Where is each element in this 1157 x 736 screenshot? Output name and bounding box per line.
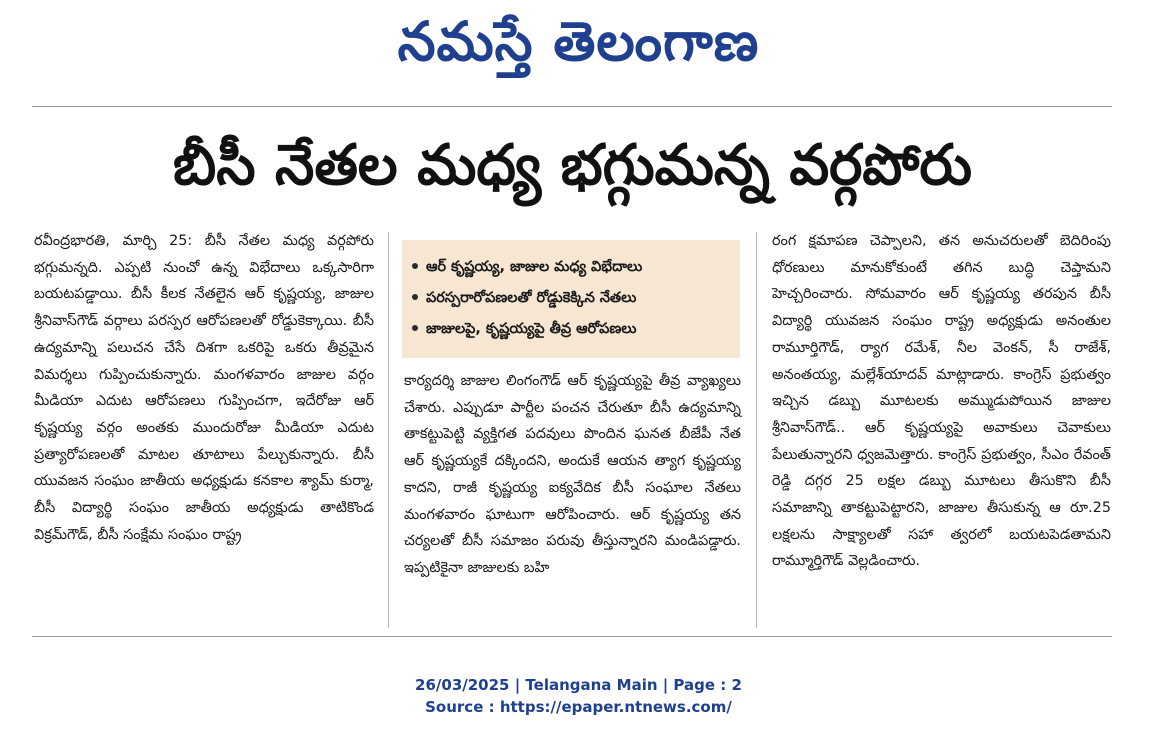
article-column-3 [772,228,1111,628]
bottom-rule [32,636,1112,637]
column-divider [756,232,757,628]
highlight-text: పరస్పరారోపణలతో రోడ్డుకెక్కిన నేతలు [426,290,637,306]
highlight-text: ఆర్‌ కృష్ణయ్య, జాజుల మధ్య విభేదాలు [426,259,643,275]
bullet-icon [412,294,418,300]
column-1-text: రవీంద్రభారతి, మార్చి 25: బీసీ నేతల మధ్య వర్గపోరు భగ్గుమన్నది. ఎప్పటి నుంచో ఉన్న విభేదాలు ఒక్కసారిగా బయటపడ్డాయి. బీసీ కీలక నేతలైన ఆర్‌ కృష్ణయ్య, జాజుల శ్రీనివాస్‌గౌడ్‌ వర్గాలు పరస్పర ఆరోపణలతో రోడ్డుకెక్కాయి. బీసీ ఉద్యమాన్ని పలుచన చేసే దిశగా ఒకరిపై ఒకరు తీవ్రమైన విమర్శలు గుప్పించుకున్నారు. మంగళవారం జాజుల వర్గం మీడియా ఎదుట ఆరోపణలు గుప్పించగా, ఇదేరోజు ఆర్‌ కృష్ణయ్య వర్గం అంతకు ముందురోజు మీడియా ఎదుట ప్రత్యారోపణలతో మాటల తూటాలు పేల్చుకున్నారు. బీసీ యువజన సంఘం జాతీయ అధ్యక్షుడు కనకాల శ్యామ్‌ కుర్మా, బీసీ విద్యార్థి సంఘం జాతీయ అధ్యక్షుడు తాటికొండ విక్రమ్‌గౌడ్‌, బీసీ సంక్షేమ సంఘం రాష్ట్ర [34,233,374,543]
highlight-item [412,283,730,314]
masthead-logo: నమస్తే తెలంగాణ [397,10,760,73]
column-divider [388,232,389,628]
column-2-text: కార్యదర్శి జాజుల లింగంగౌడ్‌ ఆర్‌ కృష్ణయ్యపై తీవ్ర వ్యాఖ్యలు చేశారు. ఎప్పుడూ పార్టీల పంచన చేరుతూ బీసీ ఉద్యమాన్ని తాకట్టుపెట్టి వ్యక్తిగత పదవులు పొందిన ఘనత బీజేపీ నేత ఆర్‌ కృష్ణయ్యకే దక్కిందని, అందుకే ఆయన త్యాగ కృష్ణయ్య కాదని, రాజీ కృష్ణయ్య ఐక్యవేదిక బీసీ సంఘాల నేతలు మంగళవారం ఘాటుగా ఆరోపించారు. ఆర్‌ కృష్ణయ్య తన చర్యలతో బీసీ సమాజం పరువు తీస్తున్నారని మండిపడ్డారు. ఇప్పటికైనా జాజులకు బహి [404,373,741,576]
article-column-1 [34,228,374,628]
column-3-text: రంగ క్షమాపణ చెప్పాలని, తన అనుచరులతో బెదిరింపు ధోరణులు మానుకోకుంటే తగిన బుద్ధి చెప్తామని హెచ్చరించారు. సోమవారం ఆర్‌ కృష్ణయ్య తరపున బీసీ విద్యార్థి యువజన సంఘం రాష్ట్ర అధ్యక్షుడు అనంతుల రామూర్తిగౌడ్‌, ర్యాగ రమేశ్‌, నీల వెంకన్‌, సీ రాజేశ్‌, అనంతయ్య, మల్లేశ్‌యాదవ్‌ మాట్లాడారు. కాంగ్రెస్‌ ప్రభుత్వం ఇచ్చిన డబ్బు మూటలకు అమ్ముడుపోయిన జాజుల శ్రీనివాస్‌గౌడ్‌.. ఆర్‌ కృష్ణయ్యపై అవాకులు చెవాకులు పేలుతున్నారని ధ్వజమెత్తారు. కాంగ్రెస్‌ ప్రభుత్వం, సీఎం రేవంత్‌ రెడ్డి దగ్గర 25 లక్షల డబ్బు మూటలు తీసుకొని బీసీ సమాజాన్ని తాకట్టుపెట్టారని, జాజుల తీసుకున్న ఆ రూ.25 లక్షలను సాక్ష్యాలతో సహా త్వరలో బయటపెడతామని రామ్మూర్తిగౌడ్‌ వెల్లడించారు. [772,233,1111,570]
highlight-item [412,252,730,283]
footer-date-edition: 26/03/2025 | Telangana Main | Page : 2 [415,676,742,694]
highlight-item [412,314,730,345]
top-rule [32,106,1112,107]
footer-source-link[interactable]: Source : https://epaper.ntnews.com/ [425,698,732,716]
bullet-icon [412,263,418,269]
article-headline: బీసీ నేతల మధ్య భగ్గుమన్న వర్గపోరు [173,133,972,198]
highlight-text: జాజులపై, కృష్ణయ్యపై తీవ్ర ఆరోపణలు [426,321,637,337]
article-column-2 [404,368,741,628]
highlights-box [402,240,740,358]
bullet-icon [412,325,418,331]
